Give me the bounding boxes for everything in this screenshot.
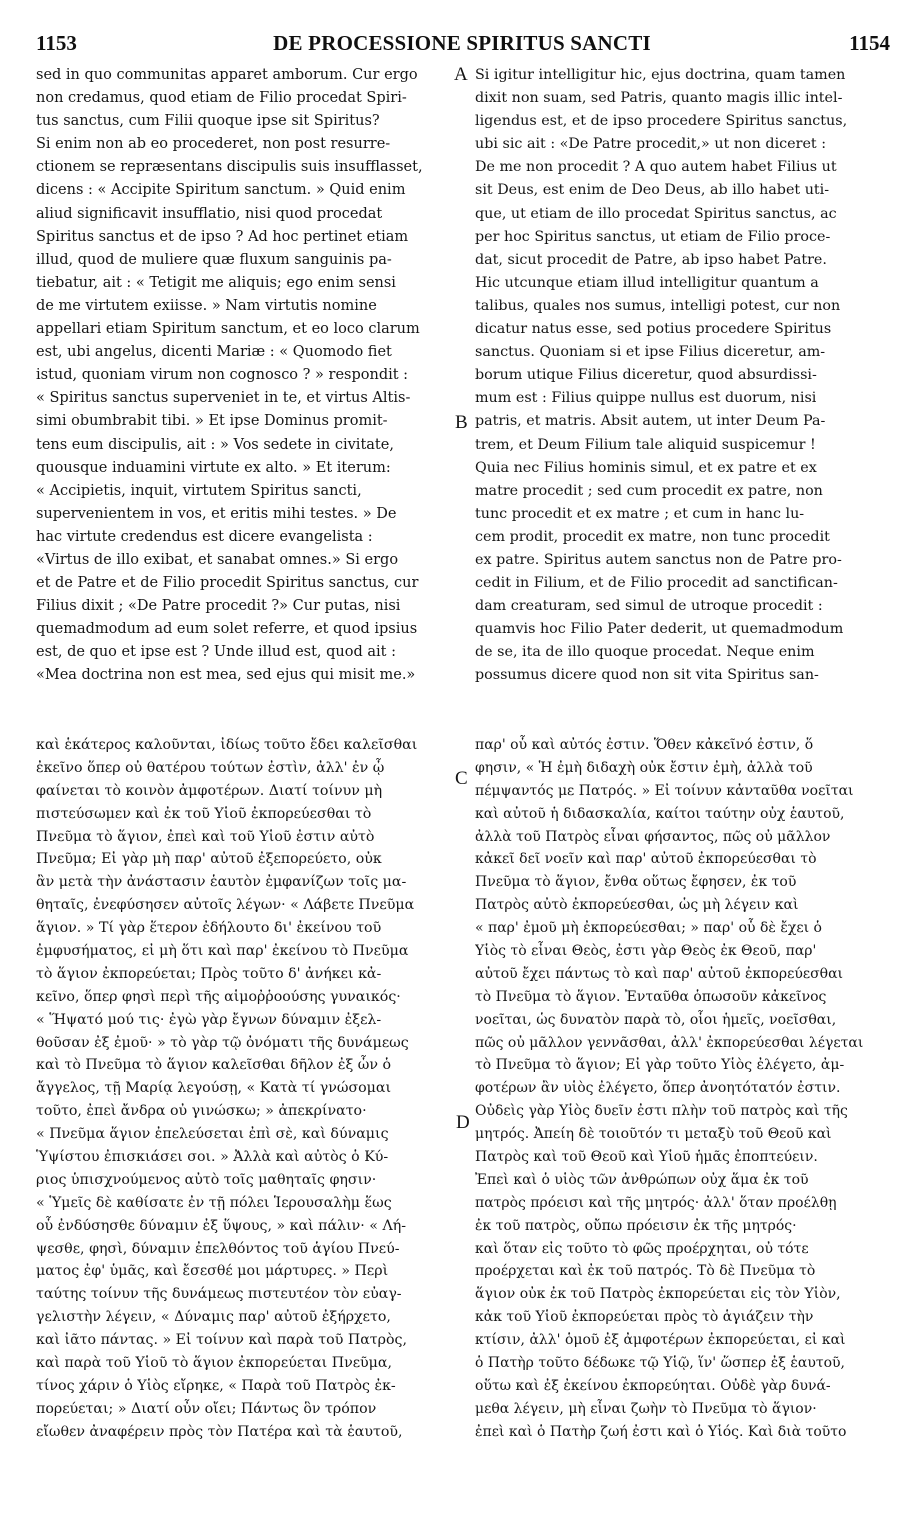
latin-line: tunc procedit et ex matre ; et cum in hanc lu-: [475, 505, 805, 522]
left-page-number: 1153: [36, 31, 77, 55]
greek-line: κτίσιν, ἀλλ' ὁμοῦ ἐξ ἀμφοτέρων ἐκπορεύεται, εἰ καὶ: [475, 1332, 846, 1349]
latin-line: de me virtutem exiisse. » Nam virtutis nomine: [36, 297, 377, 314]
greek-line: τίνος χάριν ὁ Υἱὸς εἴρηκε, « Παρὰ τοῦ Πατρὸς ἐκ-: [36, 1377, 396, 1394]
greek-line: φαίνεται τὸ κοινὸν ἀμφοτέρων. Διατί τοίνυν μὴ: [36, 782, 383, 799]
greek-line: ἐκ τοῦ πατρὸς, οὔπω πρόεισιν ἐκ τῆς μητρός·: [475, 1217, 797, 1234]
latin-line: Hic utcunque etiam illud intelligitur quantum a: [475, 274, 819, 291]
greek-line: ταύτης τοίνυν τῆς δυνάμεως πιστευτέον τὸν εὐαγ-: [36, 1286, 402, 1303]
greek-line: καὶ παρὰ τοῦ Υἱοῦ τὸ ἅγιον ἐκπορεύεται Πνεῦμα,: [36, 1355, 392, 1372]
greek-line: Πατρὸς αὐτὸ ἐκπορεύεσθαι, ὡς μὴ λέγειν καὶ: [475, 897, 799, 914]
greek-line: τὸ ἅγιον ἐκπορεύεται; Πρὸς τοῦτο δ' ἀνήκει κἀ-: [36, 965, 382, 982]
latin-line: cem prodit, procedit ex matre, non tunc procedit: [475, 528, 830, 545]
greek-line: Πατρὸς καὶ τοῦ Θεοῦ καὶ Υἱοῦ ἡμᾶς ἐποπτεύειν.: [475, 1149, 818, 1166]
greek-line: φησιν, « Ἡ ἐμὴ διδαχὴ οὐκ ἔστιν ἐμὴ, ἀλλὰ τοῦ: [475, 759, 813, 776]
greek-line: παρ' οὗ καὶ αὐτός ἐστιν. Ὅθεν κἀκεῖνό ἐστιν, ὅ: [475, 737, 814, 753]
latin-line: dicatur natus esse, sed potius procedere Spiritus: [475, 321, 832, 338]
latin-line: possumus dicere quod non sit vita Spiritus san-: [475, 667, 819, 684]
greek-line: αὐτοῦ ἔχει πάντως τὸ καὶ παρ' αὐτοῦ ἐκπορεύεσθαι: [475, 965, 844, 982]
greek-line: ψεσθε, φησὶ, δύναμιν ἐπελθόντος τοῦ ἁγίου Πνεύ-: [36, 1240, 400, 1257]
greek-line: Ὑψίστου ἐπισκιάσει σοι. » Ἀλλὰ καὶ αὐτὸς ὁ Κύ-: [36, 1149, 389, 1166]
greek-line: καὶ τὸ Πνεῦμα τὸ ἅγιον καλεῖσθαι δῆλον ἐξ ὧν ὁ: [36, 1057, 392, 1074]
latin-line: supervenientem in vos, et eritis mihi testes. » De: [36, 505, 397, 522]
latin-line: Si enim non ab eo procederet, non post resurre-: [36, 136, 391, 153]
latin-line: matre procedit ; sed cum procedit ex patre, non: [475, 482, 823, 499]
latin-line: sit Deus, est enim de Deo Deus, ab illo habet uti-: [475, 182, 830, 199]
greek-line: Πνεῦμα τὸ ἅγιον, ἔνθα οὕτως ἔφησεν, ἐκ τοῦ: [475, 874, 797, 891]
latin-line: borum utique Filius diceretur, quod absurdissi-: [475, 367, 817, 384]
latin-line: sanctus. Quoniam si et ipse Filius diceretur, am-: [475, 344, 826, 361]
latin-line: talibus, quales nos sumus, intelligi potest, cur non: [475, 297, 841, 314]
greek-line: Οὐδεὶς γὰρ Υἱὸς δυεῖν ἐστι πλὴν τοῦ πατρὸς καὶ τῆς: [475, 1103, 848, 1120]
section-marker-c: C: [455, 768, 468, 789]
section-marker-a: A: [454, 64, 468, 85]
section-marker-d: D: [456, 1112, 470, 1133]
greek-line: ἐκεῖνο ὅπερ οὐ θατέρου τούτων ἐστὶν, ἀλλ' ἐν ᾧ: [36, 759, 385, 776]
greek-line: ριος ὑπισχνούμενος αὐτὸ τοῖς μαθηταῖς φησιν·: [36, 1171, 377, 1188]
latin-line: ubi sic ait : «De Patre procedit,» ut non diceret :: [475, 136, 827, 153]
latin-line: «Mea doctrina non est mea, sed ejus qui misit me.»: [36, 667, 416, 684]
section-marker-b: B: [455, 412, 468, 433]
greek-line: καὶ ἰᾶτο πάντας. » Εἰ τοίνυν καὶ παρὰ τοῦ Πατρὸς,: [36, 1332, 407, 1349]
greek-line: εἴωθεν ἀναφέρειν πρὸς τὸν Πατέρα καὶ τὰ ἑαυτοῦ,: [36, 1423, 403, 1440]
greek-line: γελιστὴν λέγειν, « Δύναμις παρ' αὐτοῦ ἐξήρχετο,: [36, 1309, 391, 1326]
greek-line: κἀκ τοῦ Υἱοῦ ἐκπορεύεται πρὸς τὸ ἁγιάζειν τὴν: [475, 1309, 814, 1326]
greek-line: πατρὸς πρόεισι καὶ τῆς μητρός· ἀλλ' ὅταν προέλθῃ: [475, 1194, 837, 1211]
greek-column-right: [475, 734, 889, 1444]
latin-line: quemadmodum ad eum solet referre, et quod ipsius: [36, 621, 418, 638]
greek-line: Πνεῦμα; Εἰ γὰρ μὴ παρ' αὐτοῦ ἐξεπορεύετο, οὐκ: [36, 851, 382, 868]
greek-line: πῶς οὐ μᾶλλον γεννᾶσθαι, ἀλλ' ἐκπορεύεσθαι λέγεται: [475, 1034, 864, 1051]
running-title: DE PROCESSIONE SPIRITUS SANCTI: [273, 31, 651, 55]
latin-line: «Virtus de illo exibat, et sanabat omnes.» Si ergo: [36, 551, 399, 568]
latin-line: est, de quo et ipse est ? Unde illud est, quod ait :: [36, 644, 396, 661]
greek-line: ματος ἐφ' ὑμᾶς, καὶ ἔσεσθέ μοι μάρτυρες. » Περὶ: [36, 1263, 389, 1280]
latin-line: quousque induamini virtute ex alto. » Et iterum:: [36, 459, 391, 476]
latin-line: ligendus est, et de ipso procedere Spiritus sanctus,: [475, 113, 848, 130]
greek-line: πέμψαντός με Πατρός. » Εἰ τοίνυν κἀνταῦθα νοεῖται: [475, 782, 854, 799]
latin-column-left: [36, 64, 456, 688]
greek-line: « Ὑμεῖς δὲ καθίσατε ἐν τῇ πόλει Ἱερουσαλὴμ ἕως: [36, 1194, 392, 1211]
latin-line: dat, sicut procedit de Patre, ab ipso habet Patre.: [475, 251, 827, 268]
latin-line: Si igitur intelligitur hic, ejus doctrina, quam tamen: [475, 67, 846, 83]
latin-line: simi obumbrabit tibi. » Et ipse Dominus promit-: [36, 413, 388, 430]
latin-line: dicens : « Accipite Spiritum sanctum. » Quid enim: [36, 182, 406, 199]
greek-line: Ἐπεὶ καὶ ὁ υἱὸς τῶν ἀνθρώπων οὐχ ἅμα ἐκ τοῦ: [475, 1171, 809, 1188]
latin-line: illud, quod de muliere quæ fluxum sanguinis pa-: [36, 251, 392, 268]
greek-line: ἅγιον οὐκ ἐκ τοῦ Πατρὸς ἐκπορεύεται εἰς τὸν Υἱὸν,: [475, 1286, 841, 1303]
latin-line: appellari etiam Spiritum sanctum, et eo loco clarum: [36, 321, 420, 338]
latin-line: patris, et matris. Absit autem, ut inter Deum Pa-: [475, 413, 826, 430]
right-page-number: 1154: [849, 31, 890, 55]
latin-line: Spiritus sanctus et de ipso ? Ad hoc pertinet etiam: [36, 228, 409, 245]
latin-line: tens eum discipulis, ait : » Vos sedete in civitate,: [36, 436, 394, 453]
greek-line: ἅγιον. » Τί γὰρ ἕτερον ἐδήλουτο δι' ἐκείνου τοῦ: [36, 920, 382, 937]
latin-line: de se, ita de illo quoque procedat. Neque enim: [475, 644, 815, 661]
latin-line: que, ut etiam de illo procedat Spiritus sanctus, ac: [475, 205, 837, 222]
latin-line: De me non procedit ? A quo autem habet Filius ut: [475, 159, 837, 176]
greek-line: ἐμφυσήματος, εἰ μὴ ὅτι καὶ παρ' ἐκείνου τὸ Πνεῦμα: [36, 943, 409, 960]
greek-line: πορεύεται; » Διατί οὖν οἴει; Πάντως ὃν τρόπον: [36, 1400, 377, 1417]
latin-line: istud, quoniam virum non cognosco ? » respondit :: [36, 367, 409, 384]
latin-line: ctionem se repræsentans discipulis suis insufflasset,: [36, 159, 423, 176]
latin-line: mum est : Filius quippe nullus est duorum, nisi: [475, 390, 817, 407]
greek-line: μεθα λέγειν, μὴ εἶναι ζωὴν τὸ Πνεῦμα τὸ ἅγιον·: [475, 1400, 817, 1417]
greek-line: Πνεῦμα τὸ ἅγιον, ἐπεὶ καὶ τοῦ Υἱοῦ ἐστιν αὐτὸ: [36, 828, 375, 845]
latin-line: ex patre. Spiritus autem sanctus non de Patre pro-: [475, 551, 842, 568]
greek-line: φοτέρων ἂν υἱὸς ἐλέγετο, ὅπερ ἀνοητότατόν ἐστιν.: [475, 1080, 841, 1097]
greek-line: ἐπεὶ καὶ ὁ Πατὴρ ζωή ἐστι καὶ ὁ Υἱός. Καὶ διὰ τοῦτο: [475, 1423, 847, 1440]
latin-line: et de Patre et de Filio procedit Spiritus sanctus, cur: [36, 575, 419, 592]
latin-line: « Spiritus sanctus superveniet in te, et virtus Altis-: [36, 390, 411, 407]
greek-line: ἄγγελος, τῇ Μαρίᾳ λεγούσῃ, « Κατὰ τί γνώσομαι: [36, 1080, 392, 1097]
greek-line: πιστεύσωμεν καὶ ἐκ τοῦ Υἱοῦ ἐκπορεύεσθαι τὸ: [36, 805, 372, 822]
latin-line: quamvis hoc Filio Pater dederit, ut quemadmodum: [475, 621, 844, 638]
latin-line: cedit in Filium, et de Filio procedit ad sanctifican-: [475, 575, 838, 592]
latin-line: trem, et Deum Filium tale aliquid suspicemur !: [475, 436, 816, 453]
latin-line: hac virtute credendus est dicere evangelista :: [36, 528, 373, 545]
greek-line: Υἱὸς τὸ εἶναι Θεὸς, ἐστι γὰρ Θεὸς ἐκ Θεοῦ, παρ': [475, 943, 817, 960]
greek-column-left: [36, 734, 456, 1444]
latin-line: Quia nec Filius hominis simul, et ex patre et ex: [475, 459, 817, 476]
latin-line: tus sanctus, cum Filii quoque ipse sit Spiritus?: [36, 113, 380, 130]
section-divider: [36, 722, 889, 723]
greek-line: καὶ ὅταν εἰς τοῦτο τὸ φῶς προέρχηται, οὐ τότε: [475, 1240, 809, 1257]
greek-line: μητρός. Ἀπείη δὲ τοιοῦτόν τι μεταξὺ τοῦ Θεοῦ καὶ: [475, 1126, 832, 1143]
greek-line: τοῦτο, ἐπεὶ ἄνδρα οὐ γινώσκω; » ἀπεκρίνατο·: [36, 1103, 367, 1120]
latin-line: « Accipietis, inquit, virtutem Spiritus sancti,: [36, 482, 362, 499]
latin-line: non credamus, quod etiam de Filio procedat Spiri-: [36, 90, 407, 107]
latin-line: dixit non suam, sed Patris, quanto magis illic intel-: [475, 90, 843, 107]
latin-line: dam creaturam, sed simul de utroque procedit :: [475, 598, 823, 615]
greek-line: « Πνεῦμα ἅγιον ἐπελεύσεται ἐπὶ σὲ, καὶ δύναμις: [36, 1126, 389, 1143]
greek-line: προέρχεται καὶ ἐκ τοῦ πατρός. Τὸ δὲ Πνεῦμα τὸ: [475, 1263, 816, 1280]
greek-line: οὕτω καὶ ἐξ ἐκείνου ἐκπορεύηται. Οὐδὲ γὰρ δυνά-: [475, 1377, 831, 1394]
greek-line: θοῦσαν ἐξ ἐμοῦ· » τὸ γὰρ τῷ ὀνόματι τῆς δυνάμεως: [36, 1034, 409, 1051]
latin-line: tiebatur, ait : « Tetigit me aliquis; ego enim sensi: [36, 274, 396, 291]
greek-line: ἂν μετὰ τὴν ἀνάστασιν ἑαυτὸν ἐμφανίζων τοῖς μα-: [36, 874, 407, 891]
greek-line: θηταῖς, ἐνεφύσησεν αὐτοῖς λέγων· « Λάβετε Πνεῦμα: [36, 897, 415, 914]
greek-line: τὸ Πνεῦμα τὸ ἅγιον. Ἐνταῦθα ὁπωσοῦν κἀκεῖνος: [475, 988, 827, 1005]
greek-line: καὶ ἑκάτερος καλοῦνται, ἰδίως τοῦτο ἔδει καλεῖσθαι: [36, 737, 418, 753]
greek-line: καὶ αὐτοῦ ἡ διδασκαλία, καίτοι ταύτην οὐχ ἑαυτοῦ,: [475, 805, 845, 822]
greek-line: « παρ' ἐμοῦ μὴ ἐκπορεύεσθαι; » παρ' οὗ δὲ ἔχει ὁ: [475, 920, 822, 937]
greek-line: νοεῖται, ὡς δυνατὸν παρὰ τὸ, οἷοι ἡμεῖς, νοεῖσθαι,: [475, 1011, 837, 1028]
latin-line: sed in quo communitas apparet amborum. Cur ergo: [36, 67, 418, 83]
greek-line: « Ἥψατό μού τις· ἐγὼ γὰρ ἔγνων δύναμιν ἐξελ-: [36, 1011, 382, 1028]
greek-line: κεῖνο, ὅπερ φησὶ περὶ τῆς αἱμοῤῥοούσης γυναικός·: [36, 988, 401, 1005]
latin-line: per hoc Spiritus sanctus, ut etiam de Filio proce-: [475, 228, 831, 245]
latin-column-right: [475, 64, 889, 688]
greek-line: οὗ ἐνδύσησθε δύναμιν ἐξ ὕψους, » καὶ πάλιν· « Λή-: [36, 1217, 407, 1234]
greek-line: ὁ Πατὴρ τοῦτο δέδωκε τῷ Υἱῷ, ἵν' ὥσπερ ἐξ ἑαυτοῦ,: [475, 1355, 845, 1372]
greek-line: κἀκεῖ δεῖ νοεῖν καὶ παρ' αὐτοῦ ἐκπορεύεσθαι τὸ: [475, 851, 817, 868]
latin-line: Filius dixit ; «De Patre procedit ?» Cur putas, nisi: [36, 598, 401, 615]
latin-line: aliud significavit insufflatio, nisi quod procedat: [36, 205, 383, 222]
latin-line: est, ubi angelus, dicenti Mariæ : « Quomodo fiet: [36, 344, 392, 361]
greek-line: ἀλλὰ τοῦ Πατρὸς εἶναι φήσαντος, πῶς οὐ μᾶλλον: [475, 828, 831, 845]
greek-line: τὸ Πνεῦμα τὸ ἅγιον; Εἰ γὰρ τοῦτο Υἱὸς ἐλέγετο, ἀμ-: [475, 1057, 845, 1074]
